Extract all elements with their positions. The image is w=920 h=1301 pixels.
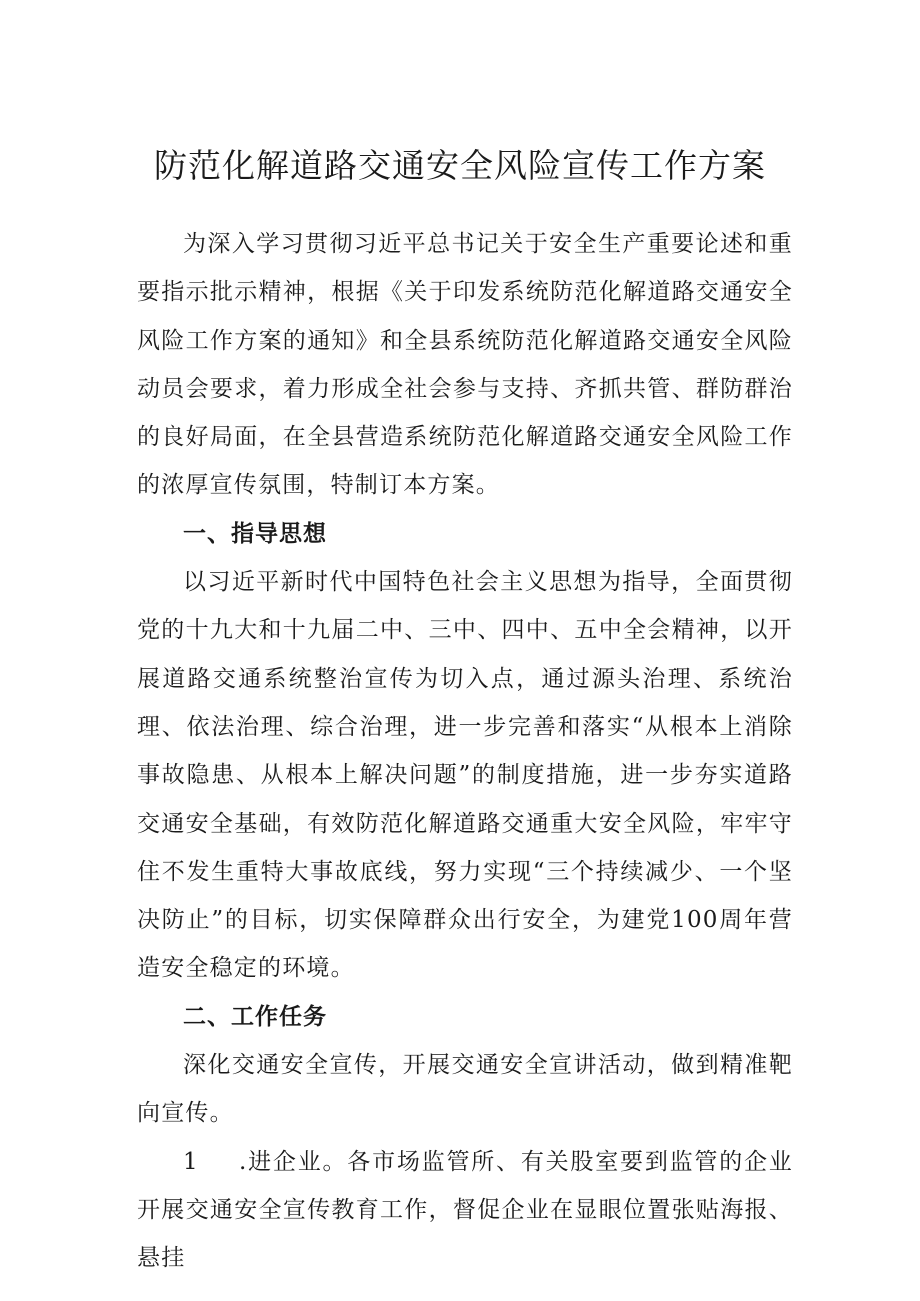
task-item-1 [137,1138,793,1283]
guiding-ideology-paragraph: 以习近平新时代中国特色社会主义思想为指导，全面贯彻党的十九大和十九届二中、三中、四中、五中全会精神，以开展道路交通系统整治宣传为切入点，通过源头治理、系统治理、依法治理、综合治理，进一步完善和落实“从根本上消除事故隐患、从根本上解决问题”的制度措施，进一步夯实道路交通安全基础，有效防范化解道路交通重大安全风险，牢牢守住不发生重特大事故底线，努力实现“三个持续减少、一个坚决防止”的目标，切实保障群众出行安全，为建党100周年营造安全稳定的环境。 [137,569,793,982]
section-heading-guiding-ideology: 一、指导思想 [183,520,327,547]
section-heading-work-tasks: 二、工作任务 [183,1003,327,1030]
document-title: 防范化解道路交通安全风险宣传工作方案 [154,146,766,185]
work-tasks-paragraph: 深化交通安全宣传，开展交通安全宣讲活动，做到精准靶向宣传。 [137,1052,793,1127]
task-item-text: .进企业。各市场监管所、有关股室要到监管的企业开展交通安全宣传教育工作，督促企业在显眼位置张贴海报、悬挂 [137,1148,793,1272]
document-body [137,220,793,1283]
task-item-number: 1 [183,1148,199,1175]
intro-paragraph: 为深入学习贯彻习近平总书记关于安全生产重要论述和重要指示批示精神，根据《关于印发系统防范化解道路交通安全风险工作方案的通知》和全县系统防范化解道路交通安全风险动员会要求，着力形成全社会参与支持、齐抓共管、群防群治的良好局面，在全县营造系统防范化解道路交通安全风险工作的浓厚宣传氛围，特制订本方案。 [137,231,793,499]
